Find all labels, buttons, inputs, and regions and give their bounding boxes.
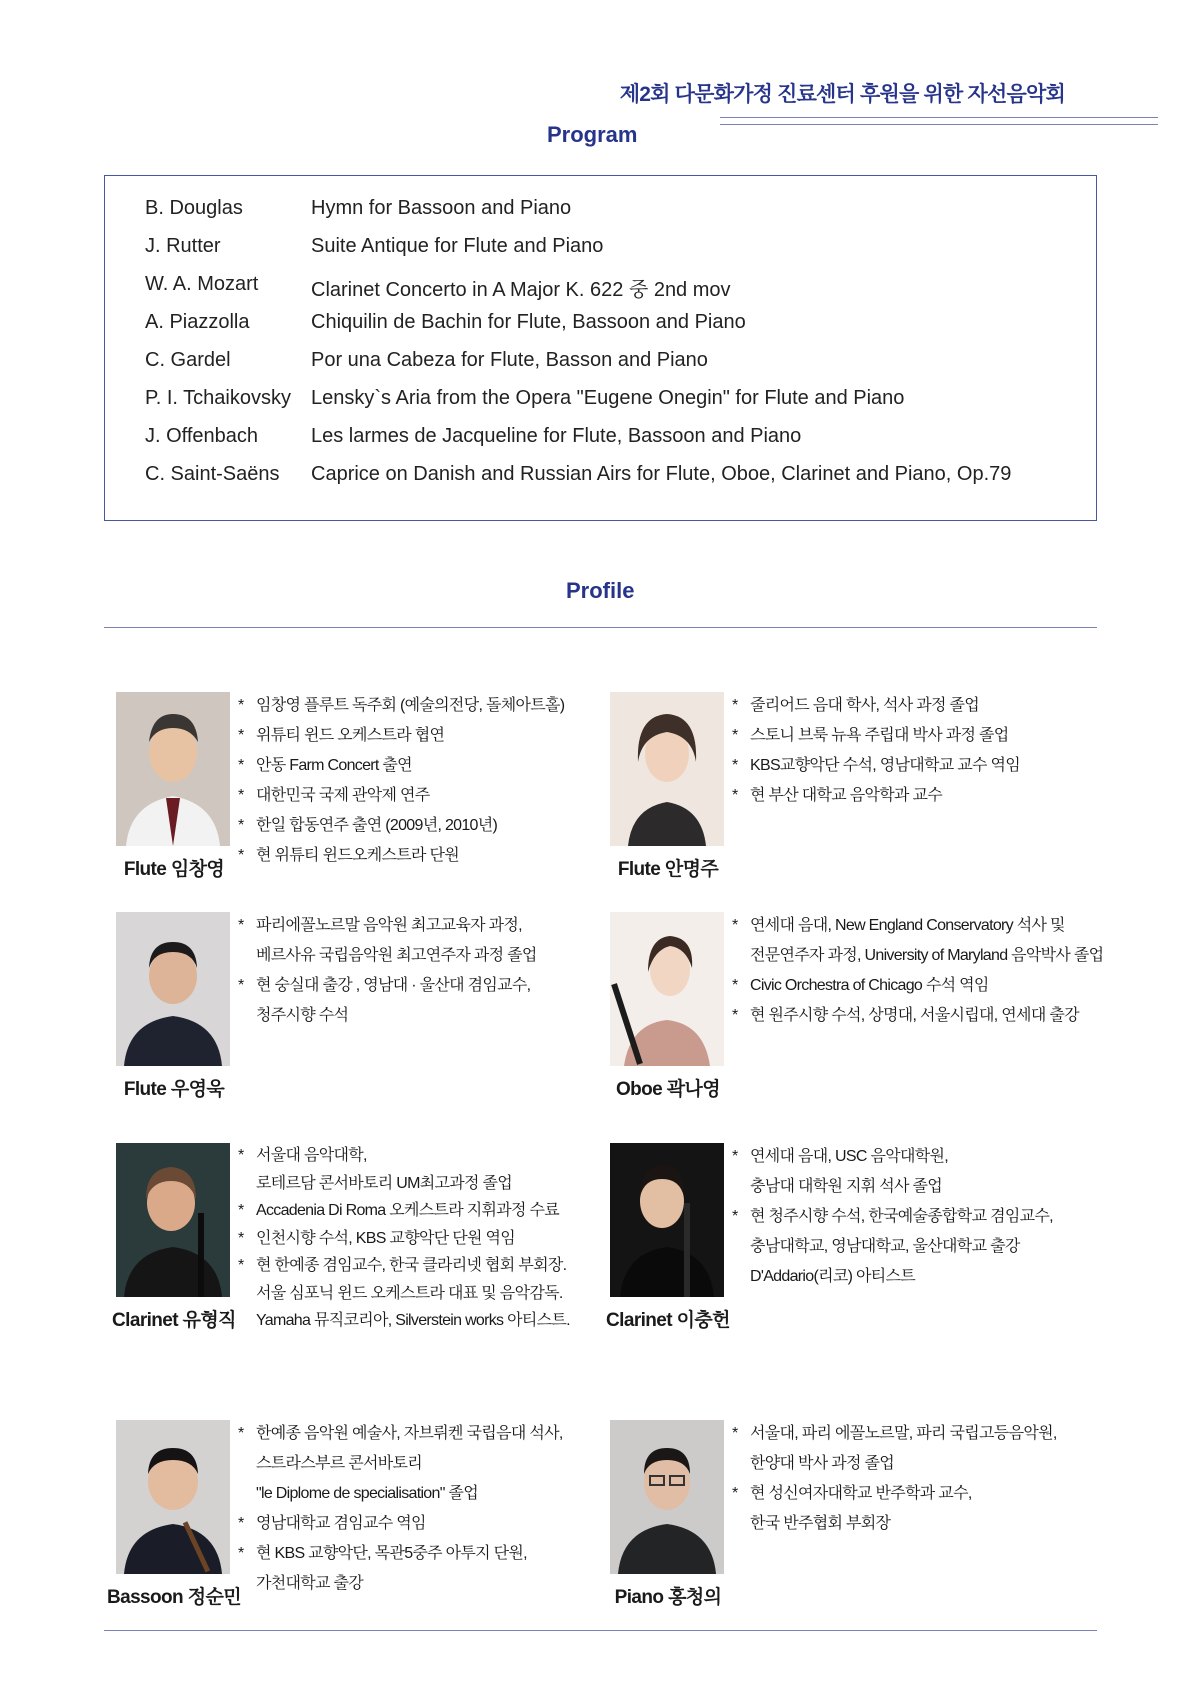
performer-caption: Piano 홍청의 — [614, 1587, 722, 1608]
bio-line: "le Diplome de specialisation" 졸업 — [256, 1485, 478, 1502]
program-composer: A. Piazzolla — [145, 311, 250, 333]
profile-rule-bottom — [104, 1630, 1097, 1631]
performer-photo — [116, 1143, 230, 1297]
program-composer: C. Saint-Saëns — [145, 463, 280, 485]
performer-bio — [238, 1142, 610, 1335]
bio-line: Yamaha 뮤직코리아, Silverstein works 아티스트. — [256, 1312, 570, 1329]
bio-line: * 연세대 음대, USC 음악대학원, — [750, 1148, 948, 1165]
bio-line: 충남대 대학원 지휘 석사 졸업 — [750, 1178, 943, 1195]
bio-line: 전문연주자 과정, University of Maryland 음악박사 졸업 — [750, 947, 1104, 964]
bio-line: * 현 숭실대 출강 , 영남대 · 울산대 겸임교수, — [256, 977, 531, 994]
bio-item: * Accadenia Di Roma 오케스트라 지휘과정 수료 — [238, 1197, 610, 1225]
bio-item: * KBS교향악단 수석, 영남대학교 교수 역임 — [732, 751, 1104, 781]
bio-item — [238, 1252, 610, 1335]
header-rule-top — [720, 117, 1158, 118]
performer-photo — [116, 692, 230, 846]
performer-card — [598, 912, 1104, 1112]
bio-item — [238, 1539, 610, 1599]
bio-item: * 한일 합동연주 출연 (2009년, 2010년) — [238, 811, 610, 841]
bio-item: * 현 원주시향 수석, 상명대, 서울시립대, 연세대 출강 — [732, 1001, 1104, 1031]
program-piece: Hymn for Bassoon and Piano — [311, 197, 572, 219]
header-rule-bottom — [720, 124, 1158, 125]
bio-line: 한양대 박사 과정 졸업 — [750, 1455, 895, 1472]
performer-caption: Flute 안명주 — [617, 859, 719, 880]
bio-line: 가천대학교 출강 — [256, 1575, 364, 1592]
bio-line: 충남대학교, 영남대학교, 울산대학교 출강 — [750, 1238, 1020, 1255]
performer-card — [104, 692, 604, 892]
performer-photo — [116, 1420, 230, 1574]
bio-item — [238, 971, 610, 1031]
program-title: Program — [547, 122, 638, 147]
bio-line: 로테르담 콘서바토리 UM최고과정 졸업 — [256, 1174, 513, 1192]
program-box — [104, 175, 1097, 521]
bio-line: 청주시향 수석 — [256, 1007, 349, 1024]
program-composer: C. Gardel — [145, 349, 231, 371]
performer-card — [104, 1143, 604, 1343]
bio-line: * 현 KBS 교향악단, 목관5중주 아투지 단원, — [256, 1545, 527, 1562]
bio-item: * 영남대학교 겸임교수 역임 — [238, 1509, 610, 1539]
performer-photo — [610, 1143, 724, 1297]
bio-item: * 대한민국 국제 관악제 연주 — [238, 781, 610, 811]
program-composer: J. Offenbach — [145, 425, 259, 447]
performer-card — [598, 1420, 1098, 1620]
program-piece: Por una Cabeza for Flute, Basson and Piano — [311, 349, 708, 371]
performer-card — [104, 912, 604, 1112]
performer-caption: Oboe 곽나영 — [615, 1079, 721, 1100]
performer-caption: Bassoon 정순민 — [107, 1587, 241, 1608]
concert-title: 제2회 다문화가정 진료센터 후원을 위한 자선음악회 — [619, 83, 1065, 106]
bio-item: * 위튜티 윈드 오케스트라 협연 — [238, 721, 610, 751]
bio-line: * 서울대, 파리 에꼴노르말, 파리 국립고등음악원, — [750, 1425, 1057, 1442]
performer-caption: Flute 우영욱 — [123, 1079, 225, 1100]
bio-line: * 파리에꼴노르말 음악원 최고교육자 과정, — [256, 917, 522, 934]
bio-item: * 줄리어드 음대 학사, 석사 과정 졸업 — [732, 691, 1104, 721]
performer-card — [104, 1420, 604, 1620]
performer-photo — [610, 692, 724, 846]
program-composer: B. Douglas — [145, 197, 243, 219]
bio-item: * Civic Orchestra of Chicago 수석 역임 — [732, 971, 1104, 1001]
program-piece: Clarinet Concerto in A Major K. 622 중 2nd mov — [311, 279, 731, 301]
bio-line: * 한예종 음악원 예술사, 자브뤼켄 국립음대 석사, — [256, 1425, 563, 1442]
bio-item: * 안동 Farm Concert 출연 — [238, 751, 610, 781]
performer-bio — [238, 691, 610, 871]
bio-line: * 현 성신여자대학교 반주학과 교수, — [750, 1485, 972, 1502]
bio-line: 한국 반주협회 부회장 — [750, 1515, 891, 1532]
program-piece: Suite Antique for Flute and Piano — [311, 235, 604, 257]
performer-card — [598, 1143, 1098, 1343]
profile-title: Profile — [566, 578, 635, 603]
performer-photo — [610, 912, 724, 1066]
bio-line: D'Addario(리코) 아티스트 — [750, 1268, 915, 1285]
performer-bio — [732, 911, 1104, 1031]
performer-bio — [238, 1419, 610, 1599]
bio-item — [238, 1142, 610, 1197]
bio-item: * 현 위튜티 윈드오케스트라 단원 — [238, 841, 610, 871]
performer-caption: Clarinet 이충헌 — [606, 1310, 730, 1331]
profile-rule-top — [104, 627, 1097, 628]
bio-item: * 임창영 플루트 독주회 (예술의전당, 돌체아트홀) — [238, 691, 610, 721]
bio-item — [238, 911, 610, 971]
bio-item — [732, 1142, 1104, 1202]
performer-caption: Clarinet 유형직 — [112, 1310, 236, 1331]
bio-item: * 인천시향 수석, KBS 교향악단 단원 역임 — [238, 1225, 610, 1253]
bio-line: 베르사유 국립음악원 최고연주자 과정 졸업 — [256, 947, 537, 964]
performer-photo — [610, 1420, 724, 1574]
program-piece: Les larmes de Jacqueline for Flute, Bassoon and Piano — [311, 425, 802, 447]
program-composer: W. A. Mozart — [145, 273, 259, 295]
bio-line: * 연세대 음대, New England Conservatory 석사 및 — [750, 917, 1065, 934]
bio-item — [732, 1479, 1104, 1539]
performer-bio — [732, 1419, 1104, 1539]
bio-line: * 서울대 음악대학, — [256, 1147, 367, 1164]
program-piece: Caprice on Danish and Russian Airs for Flute, Oboe, Clarinet and Piano, Op.79 — [311, 463, 1012, 485]
program-composer: J. Rutter — [145, 235, 221, 257]
bio-item — [238, 1419, 610, 1509]
performer-caption: Flute 임창영 — [123, 859, 225, 880]
program-composer: P. I. Tchaikovsky — [145, 387, 291, 409]
bio-item: * 스토니 브룩 뉴욕 주립대 박사 과정 졸업 — [732, 721, 1104, 751]
bio-item — [732, 1419, 1104, 1479]
bio-line: 서울 심포닉 윈드 오케스트라 대표 및 음악감독. — [256, 1284, 563, 1302]
performer-bio — [238, 911, 610, 1031]
bio-item: * 현 부산 대학교 음악학과 교수 — [732, 781, 1104, 811]
bio-line: * 현 한예종 겸임교수, 한국 클라리넷 협회 부회장. — [256, 1257, 567, 1274]
bio-line: * 현 청주시향 수석, 한국예술종합학교 겸임교수, — [750, 1208, 1053, 1225]
bio-item — [732, 911, 1104, 971]
performer-bio — [732, 1142, 1104, 1292]
program-piece: Chiquilin de Bachin for Flute, Bassoon and Piano — [311, 311, 746, 333]
performer-card — [598, 692, 1098, 892]
performer-photo — [116, 912, 230, 1066]
bio-item — [732, 1202, 1104, 1292]
program-piece: Lensky`s Aria from the Opera "Eugene Onegin" for Flute and Piano — [311, 387, 905, 409]
performer-bio — [732, 691, 1104, 811]
bio-line: 스트라스부르 콘서바토리 — [256, 1455, 423, 1472]
